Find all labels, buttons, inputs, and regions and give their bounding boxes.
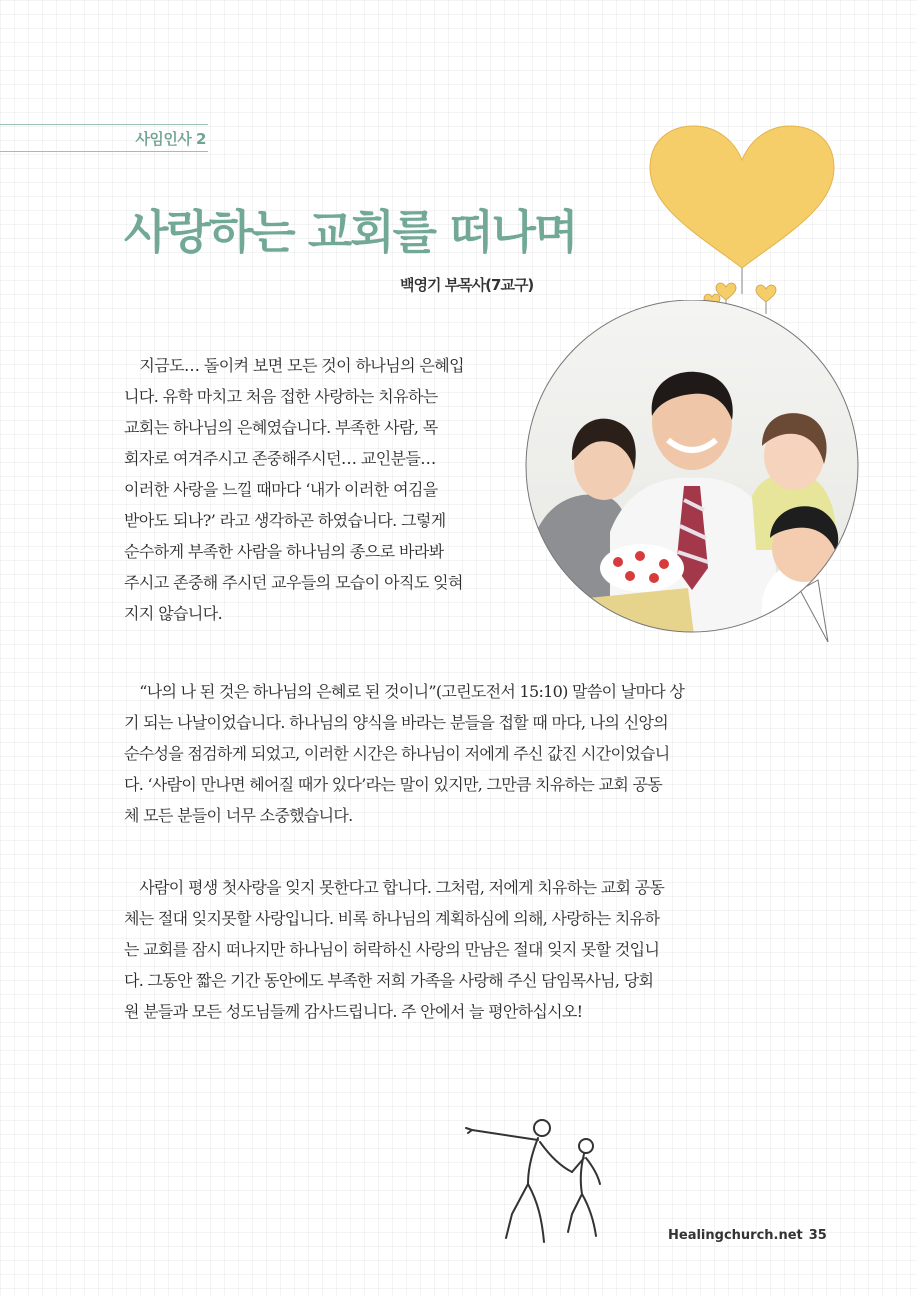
section-label-text: 사임인사 2 bbox=[135, 130, 206, 148]
text-line: 주시고 존중해 주시던 교우들의 모습이 아직도 잊혀 bbox=[124, 573, 463, 592]
text-line: 순수하게 부족한 사람을 하나님의 종으로 바라봐 bbox=[124, 542, 444, 561]
text-line: 원 분들과 모든 성도님들께 감사드립니다. 주 안에서 늘 평안하십시오! bbox=[124, 1002, 583, 1021]
body-paragraph-3 bbox=[124, 872, 770, 1027]
text-line: 받아도 되나?’ 라고 생각하곤 하였습니다. 그렇게 bbox=[124, 511, 446, 530]
text-line: 지금도… 돌이켜 보면 모든 것이 하나님의 은혜입 bbox=[124, 356, 464, 375]
text-line: 회자로 여겨주시고 존중해주시던… 교인분들… bbox=[124, 449, 436, 468]
page-number: 35 bbox=[808, 1228, 827, 1243]
family-photo bbox=[518, 300, 874, 650]
section-label bbox=[0, 124, 208, 152]
footer-site: Healingchurch.net bbox=[668, 1228, 803, 1243]
text-line: 지지 않습니다. bbox=[124, 604, 223, 623]
text-line: 는 교회를 잠시 떠나지만 하나님이 허락하신 사랑의 만남은 절대 잊지 못할 것입니 bbox=[124, 940, 660, 959]
body-paragraph-2 bbox=[124, 676, 770, 831]
page-title: 사랑하는 교회를 떠나며 bbox=[124, 205, 577, 259]
author-byline: 백영기 부목사(7교구) bbox=[400, 276, 534, 294]
walking-figures-icon bbox=[464, 1118, 624, 1246]
text-line: 체 모든 분들이 너무 소중했습니다. bbox=[124, 806, 353, 825]
text-line: 니다. 유학 마치고 처음 접한 사랑하는 치유하는 bbox=[124, 387, 438, 406]
text-line: 사람이 평생 첫사랑을 잊지 못한다고 합니다. 그처럼, 저에게 치유하는 교회 공동 bbox=[124, 878, 665, 897]
footer bbox=[668, 1228, 827, 1243]
text-line: 이러한 사랑을 느낄 때마다 ‘내가 이러한 여김을 bbox=[124, 480, 438, 499]
text-line: 다. 그동안 짧은 기간 동안에도 부족한 저희 가족을 사랑해 주신 담임목사님, 당회 bbox=[124, 971, 654, 990]
heart-decoration bbox=[640, 118, 850, 318]
text-line: “나의 나 된 것은 하나님의 은혜로 된 것이니”(고린도전서 15:10) 말씀이 날마다 상 bbox=[124, 682, 685, 701]
body-paragraph-1 bbox=[124, 350, 524, 629]
text-line: 기 되는 나날이었습니다. 하나님의 양식을 바라는 분들을 접할 때 마다, 나의 신앙의 bbox=[124, 713, 668, 732]
text-line: 다. ‘사람이 만나면 헤어질 때가 있다’라는 말이 있지만, 그만큼 치유하는 교회 공동 bbox=[124, 775, 662, 794]
heart-icon bbox=[650, 126, 834, 268]
text-line: 교회는 하나님의 은혜였습니다. 부족한 사람, 목 bbox=[124, 418, 438, 437]
text-line: 순수성을 점검하게 되었고, 이러한 시간은 하나님이 저에게 주신 값진 시간이었습니 bbox=[124, 744, 670, 763]
text-line: 체는 절대 잊지못할 사랑입니다. 비록 하나님의 계획하심에 의해, 사랑하는 치유하 bbox=[124, 909, 660, 928]
